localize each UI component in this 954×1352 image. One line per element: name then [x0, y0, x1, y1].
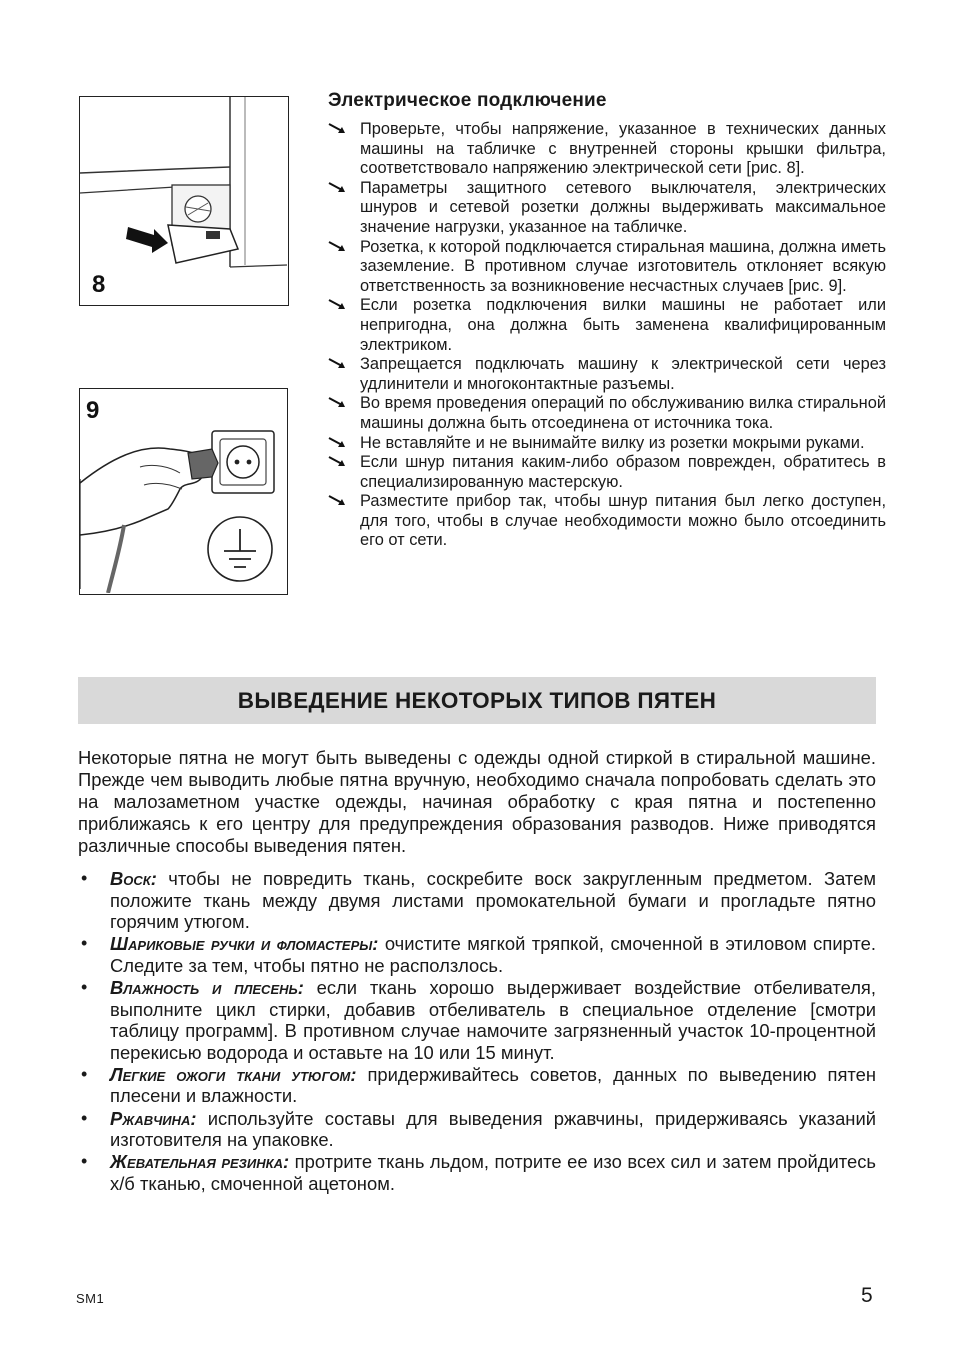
bullet-icon: •	[81, 868, 88, 888]
list-item-text: Если розетка подключения вилки машины не работает или непригодна, она должна быть заменена квалифицированным электриком.	[360, 296, 886, 354]
bullet-icon: •	[81, 976, 88, 997]
section-heading: Электрическое подключение	[328, 90, 607, 111]
list-item	[78, 868, 876, 933]
washing-machine-filter-illustration	[80, 97, 287, 304]
list-item	[78, 1108, 876, 1151]
list-item	[328, 453, 886, 492]
list-item	[328, 492, 886, 551]
arrow-bullet-icon	[328, 123, 348, 135]
list-item-text: Если шнур питания каким-либо образом поврежден, обратитесь в специализированную мастерскую.	[360, 453, 886, 491]
arrow-bullet-icon	[328, 299, 348, 311]
stain-description: чтобы не повредить ткань, соскребите воск закругленным предметом. Затем положите ткань между двумя листами промокательной бумаги и прогладьте пятно горячим утюгом.	[110, 868, 876, 933]
list-item	[328, 296, 886, 355]
stain-term: Влажность и плесень:	[110, 976, 304, 998]
list-item	[78, 977, 876, 1063]
bullet-icon: •	[81, 1151, 88, 1172]
list-item-text: Не вставляйте и не вынимайте вилку из розетки мокрыми руками.	[360, 433, 865, 452]
list-item	[328, 238, 886, 297]
stain-description: протрите ткань льдом, потрите ее изо всех сил и затем пройдитесь х/б тканью, смоченной ацетоном.	[110, 1151, 876, 1194]
list-item	[78, 1151, 876, 1194]
electrical-instructions-list	[328, 120, 886, 551]
list-item-text: Во время проведения операций по обслуживанию вилка стиральной машины должна быть отсоединена от источника тока.	[360, 394, 886, 432]
list-item	[328, 120, 886, 179]
figure-number: 8	[92, 271, 106, 298]
stain-description: очистите мягкой тряпкой, смоченной в этиловом спирте. Следите за тем, чтобы пятно не расползлось.	[110, 933, 876, 976]
stain-term: Ржавчина:	[110, 1107, 197, 1129]
figure-number: 9	[86, 397, 100, 424]
arrow-bullet-icon	[328, 456, 348, 468]
stain-term: Шариковые ручки и фломастеры:	[110, 933, 379, 955]
arrow-bullet-icon	[328, 397, 348, 409]
list-item-text: Параметры защитного сетевого выключателя, электрических шнуров и сетевой розетки должны выдерживать максимальное значение нагрузки, указанное на табличке.	[360, 178, 886, 236]
bullet-icon: •	[81, 1063, 88, 1084]
list-item	[328, 355, 886, 394]
list-item-text: Розетка, к которой подключается стиральная машина, должна иметь заземление. В противном случае изготовитель отклоняет всякую ответственность за возникновение несчастных случаев [рис. 9].	[360, 237, 886, 295]
stain-term: Легкие ожоги ткани утюгом:	[110, 1063, 357, 1085]
arrow-bullet-icon	[328, 495, 348, 507]
page-number: 5	[861, 1284, 873, 1307]
figure-8-filter-cover	[79, 96, 289, 306]
bullet-icon: •	[81, 933, 88, 954]
intro-paragraph: Некоторые пятна не могут быть выведены с одежды одной стиркой в стиральной машине. Прежде чем выводить любые пятна вручную, необходимо сначала попробовать сделать это на малозаметном участке одежды, начиная обработку с края пятна и постепенно приближаясь к его центру для предупреждения образования разводов. Ниже приводятся различные способы выведения пятен.	[78, 747, 876, 856]
stain-term: Воск:	[110, 868, 157, 889]
list-item	[328, 394, 886, 433]
arrow-bullet-icon	[328, 182, 348, 194]
stain-description: используйте составы для выведения ржавчины, придерживаясь указаний изготовителя на упаковке.	[110, 1107, 876, 1151]
electrical-connection-section	[328, 90, 886, 551]
list-item-text: Разместите прибор так, чтобы шнур питания был легко доступен, для того, чтобы в случае необходимости можно было отсоединить его от сети.	[360, 492, 886, 550]
list-item-text: Проверьте, чтобы напряжение, указанное в технических данных машины на табличке с внутренней стороны крышки фильтра, соответствовало напряжению электрической сети [рис. 8].	[360, 120, 886, 178]
banner-title: ВЫВЕДЕНИЕ НЕКОТОРЫХ ТИПОВ ПЯТЕН	[237, 687, 717, 713]
arrow-bullet-icon	[328, 437, 348, 449]
stain-description: если ткань хорошо выдерживает воздействие отбеливателя, выполните цикл стирки, добавив отбеливатель в специальное отделение [смотри таблицу программ]. В противном случае намочите загрязненный участок 10-процентной перекисью водорода и оставьте на 10 или 15 минут.	[110, 976, 876, 1063]
list-item	[78, 1064, 876, 1107]
list-item	[78, 933, 876, 976]
list-item	[328, 434, 886, 454]
stain-description: придерживайтесь советов, данных по выведению пятен плесени и влажности.	[110, 1063, 876, 1107]
list-item	[328, 179, 886, 238]
stain-term: Жевательная резинка:	[110, 1151, 290, 1173]
list-item-text: Запрещается подключать машину к электрической сети через удлинители и многоконтактные разъемы.	[360, 355, 886, 393]
arrow-bullet-icon	[328, 358, 348, 370]
bullet-icon: •	[81, 1107, 88, 1128]
arrow-bullet-icon	[328, 241, 348, 253]
hand-plug-socket-illustration	[80, 389, 286, 593]
stain-types-list	[78, 868, 876, 1195]
section-banner	[78, 677, 876, 724]
document-code: SM1	[76, 1291, 105, 1306]
figure-9-grounded-socket	[79, 388, 288, 595]
